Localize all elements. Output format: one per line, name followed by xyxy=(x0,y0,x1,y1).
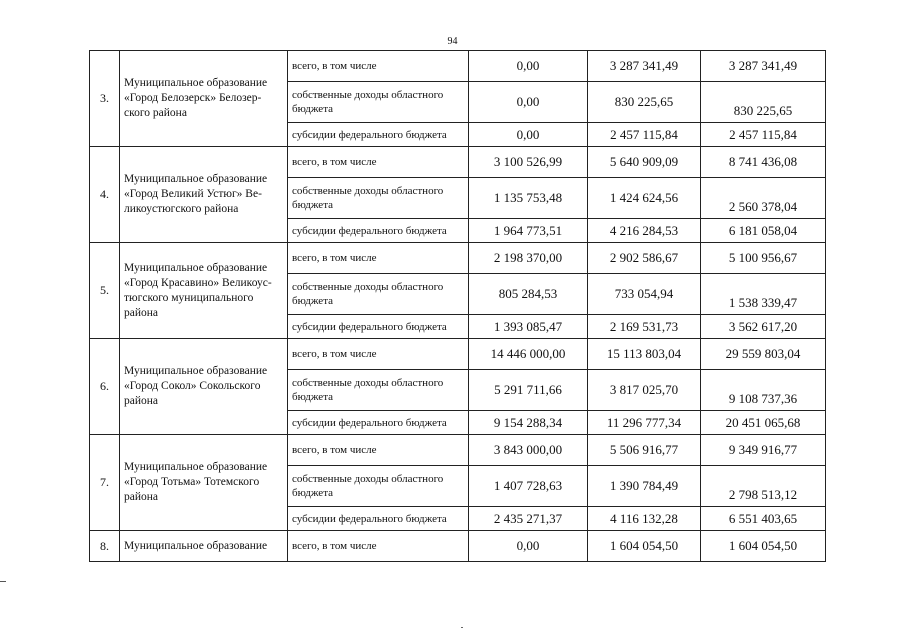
value-cell: 1 538 339,47 xyxy=(701,274,826,315)
value-cell: 5 291 711,66 xyxy=(469,370,588,411)
funding-type: собственные доходы областного бюджета xyxy=(288,274,469,315)
row-number: 5. xyxy=(90,243,120,339)
funding-type: всего, в том числе xyxy=(288,339,469,370)
value-cell: 830 225,65 xyxy=(701,82,826,123)
value-cell: 0,00 xyxy=(469,82,588,123)
value-cell: 805 284,53 xyxy=(469,274,588,315)
value-cell: 2 169 531,73 xyxy=(588,315,701,339)
value-cell: 733 054,94 xyxy=(588,274,701,315)
row-number: 8. xyxy=(90,531,120,562)
margin-mark xyxy=(0,581,6,582)
budget-table xyxy=(89,50,826,562)
value-cell: 4 216 284,53 xyxy=(588,219,701,243)
value-cell: 2 560 378,04 xyxy=(701,178,826,219)
value-cell: 11 296 777,34 xyxy=(588,411,701,435)
value-cell: 3 817 025,70 xyxy=(588,370,701,411)
row-number: 4. xyxy=(90,147,120,243)
table-row xyxy=(90,531,826,562)
value-cell: 2 435 271,37 xyxy=(469,507,588,531)
value-cell: 1 604 054,50 xyxy=(701,531,826,562)
value-cell: 1 964 773,51 xyxy=(469,219,588,243)
funding-type: всего, в том числе xyxy=(288,51,469,82)
funding-type: субсидии федерального бюджета xyxy=(288,123,469,147)
funding-type: всего, в том числе xyxy=(288,243,469,274)
funding-type: собственные доходы областного бюджета xyxy=(288,370,469,411)
funding-type: собственные доходы областного бюджета xyxy=(288,466,469,507)
value-cell: 830 225,65 xyxy=(588,82,701,123)
funding-type: собственные доходы областного бюджета xyxy=(288,178,469,219)
funding-type: субсидии федерального бюджета xyxy=(288,507,469,531)
value-cell: 1 407 728,63 xyxy=(469,466,588,507)
value-cell: 1 390 784,49 xyxy=(588,466,701,507)
value-cell: 29 559 803,04 xyxy=(701,339,826,370)
value-cell: 9 154 288,34 xyxy=(469,411,588,435)
funding-type: всего, в том числе xyxy=(288,531,469,562)
funding-type: субсидии федерального бюджета xyxy=(288,315,469,339)
value-cell: 1 393 085,47 xyxy=(469,315,588,339)
funding-type: всего, в том числе xyxy=(288,147,469,178)
value-cell: 15 113 803,04 xyxy=(588,339,701,370)
value-cell: 20 451 065,68 xyxy=(701,411,826,435)
funding-type: субсидии федерального бюджета xyxy=(288,411,469,435)
value-cell: 6 181 058,04 xyxy=(701,219,826,243)
municipality-name: Муниципальное образование «Город Великий Устюг» Ве-ликоустюгского района xyxy=(120,147,288,243)
value-cell: 3 100 526,99 xyxy=(469,147,588,178)
municipality-name: Муниципальное образование «Город Тотьма» Тотемского района xyxy=(120,435,288,531)
value-cell: 9 108 737,36 xyxy=(701,370,826,411)
value-cell: 3 843 000,00 xyxy=(469,435,588,466)
funding-type: субсидии федерального бюджета xyxy=(288,219,469,243)
scan-speck xyxy=(461,627,463,628)
value-cell: 0,00 xyxy=(469,51,588,82)
value-cell: 9 349 916,77 xyxy=(701,435,826,466)
row-number: 7. xyxy=(90,435,120,531)
value-cell: 3 287 341,49 xyxy=(588,51,701,82)
value-cell: 2 457 115,84 xyxy=(588,123,701,147)
table-row xyxy=(90,339,826,370)
value-cell: 4 116 132,28 xyxy=(588,507,701,531)
value-cell: 0,00 xyxy=(469,531,588,562)
municipality-name: Муниципальное образование «Город Красавино» Великоус-тюгского муниципального района xyxy=(120,243,288,339)
page-number: 94 xyxy=(447,36,458,47)
row-number: 3. xyxy=(90,51,120,147)
value-cell: 1 135 753,48 xyxy=(469,178,588,219)
value-cell: 14 446 000,00 xyxy=(469,339,588,370)
value-cell: 5 506 916,77 xyxy=(588,435,701,466)
value-cell: 5 100 956,67 xyxy=(701,243,826,274)
value-cell: 1 424 624,56 xyxy=(588,178,701,219)
value-cell: 2 198 370,00 xyxy=(469,243,588,274)
funding-type: всего, в том числе xyxy=(288,435,469,466)
value-cell: 8 741 436,08 xyxy=(701,147,826,178)
value-cell: 6 551 403,65 xyxy=(701,507,826,531)
table-row xyxy=(90,51,826,82)
table-row xyxy=(90,435,826,466)
table-row xyxy=(90,243,826,274)
funding-type: собственные доходы областного бюджета xyxy=(288,82,469,123)
municipality-name: Муниципальное образование xyxy=(120,531,288,562)
value-cell: 2 798 513,12 xyxy=(701,466,826,507)
value-cell: 5 640 909,09 xyxy=(588,147,701,178)
value-cell: 3 562 617,20 xyxy=(701,315,826,339)
value-cell: 2 902 586,67 xyxy=(588,243,701,274)
municipality-name: Муниципальное образование «Город Белозерск» Белозер-ского района xyxy=(120,51,288,147)
value-cell: 3 287 341,49 xyxy=(701,51,826,82)
row-number: 6. xyxy=(90,339,120,435)
value-cell: 1 604 054,50 xyxy=(588,531,701,562)
value-cell: 0,00 xyxy=(469,123,588,147)
table-row xyxy=(90,147,826,178)
value-cell: 2 457 115,84 xyxy=(701,123,826,147)
municipality-name: Муниципальное образование «Город Сокол» Сокольского района xyxy=(120,339,288,435)
